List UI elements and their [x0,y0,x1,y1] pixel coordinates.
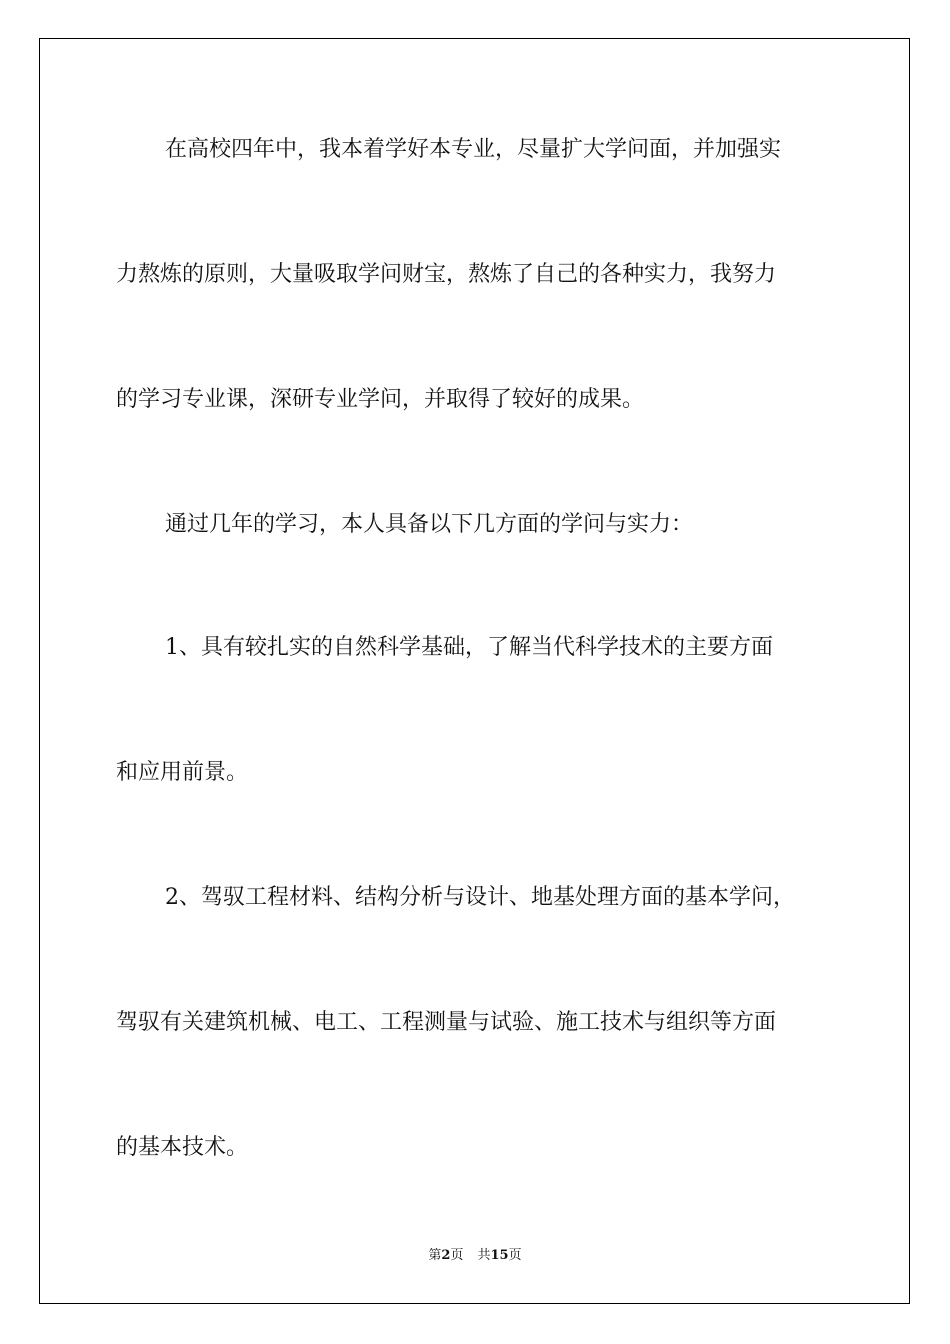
current-page-number: 2 [441,1248,451,1263]
paragraph-line: 的基本技术。 [116,1135,249,1160]
page-border [39,38,910,1304]
page-number-footer [0,1247,950,1265]
total-pages-number: 15 [490,1248,509,1263]
paragraph-line: 通过几年的学习，本人具备以下几方面的学问与实力： [165,512,694,537]
paragraph-line: 驾驭有关建筑机械、电工、工程测量与试验、施工技术与组织等方面 [116,1010,777,1035]
paragraph-line: 的学习专业课，深研专业学问，并取得了较好的成果。 [116,387,645,412]
total-suffix: 页 [508,1248,522,1263]
page-prefix: 第 [428,1248,442,1263]
page-suffix: 页 [450,1248,464,1263]
paragraph-line: 在高校四年中，我本着学好本专业，尽量扩大学问面，并加强实 [165,137,782,162]
paragraph-line: 和应用前景。 [116,760,249,785]
paragraph-line: 2、驾驭工程材料、结构分析与设计、地基处理方面的基本学问， [165,885,795,910]
paragraph-line: 力熬炼的原则，大量吸取学问财宝，熬炼了自己的各种实力，我努力 [116,262,777,287]
paragraph-line: 1、具有较扎实的自然科学基础，了解当代科学技术的主要方面 [165,635,773,660]
total-prefix: 共 [477,1248,491,1263]
